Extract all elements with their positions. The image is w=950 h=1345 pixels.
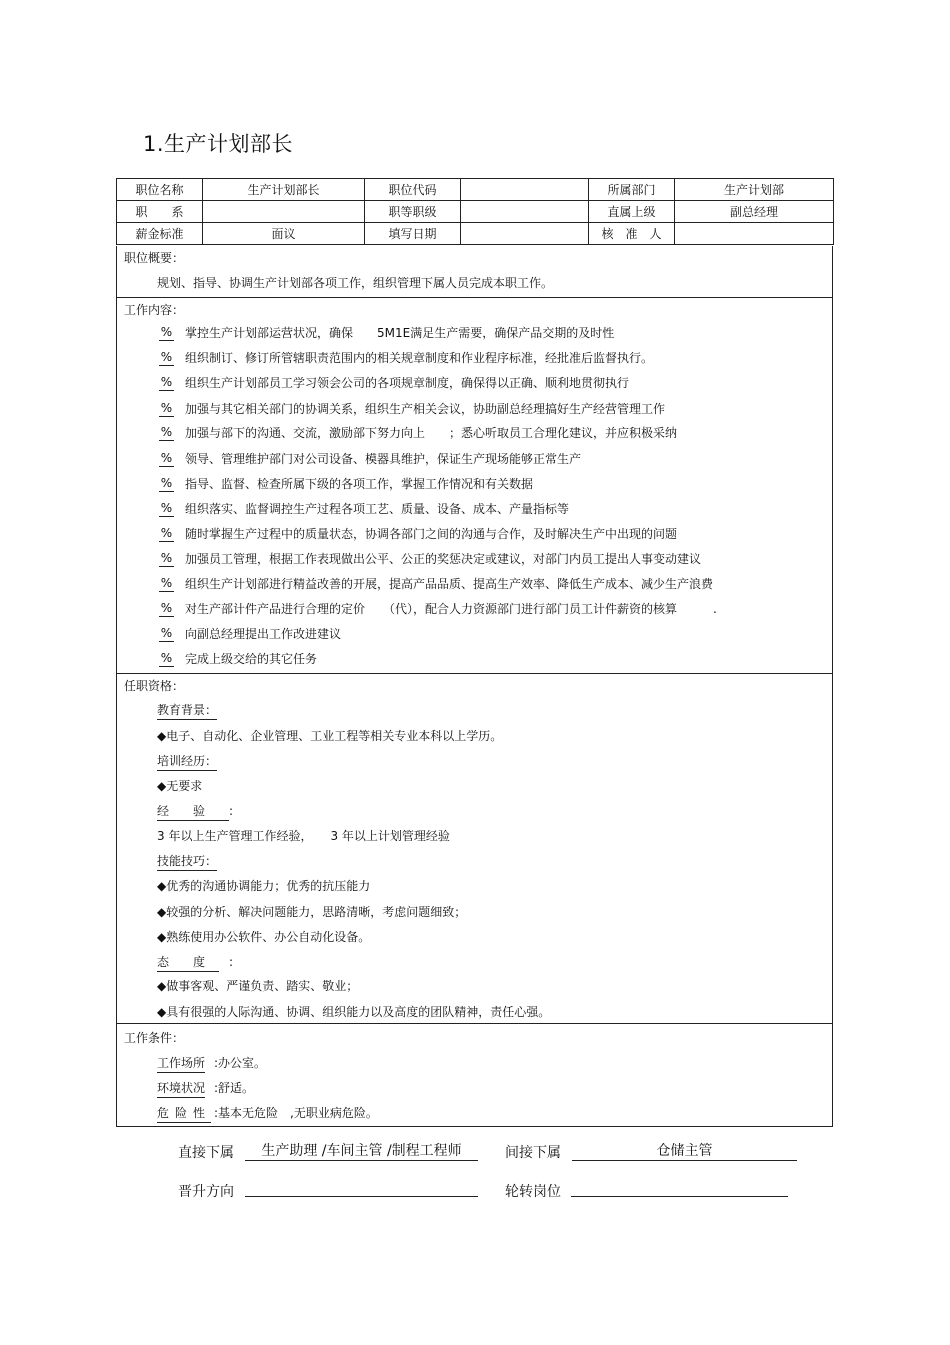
work-item: 随时掌握生产过程中的质量状态，协调各部门之间的沟通与合作，及时解决生产中出现的问题 [185,527,678,541]
environment-text: :舒适。 [214,1081,255,1095]
label-cell: 职 系 [117,201,203,223]
direct-subordinate-label: 直接下属 [178,1145,234,1161]
percent-blank: % [160,501,173,515]
percent-blank: % [160,425,173,439]
conditions-section [116,1023,833,1127]
education-text: ◆电子、自动化、企业管理、工业工程等相关专业本科以上学历。 [157,729,503,743]
risk-label: 危险性 [157,1104,211,1123]
overview-section [116,246,833,298]
percent-blank: % [160,551,173,565]
percent-blank: % [160,325,173,339]
label-cell: 职等职级 [365,201,461,223]
training-text: ◆无要求 [157,779,203,793]
skills-label: 技能技巧： [157,852,217,871]
overview-text: 规划、指导、协调生产计划部各项工作，组织管理下属人员完成本职工作。 [157,276,554,290]
percent-blank: % [160,375,173,389]
promotion-value [245,1178,478,1197]
work-item: 加强与其它相关部门的协调关系，组织生产相关会议，协助副总经理搞好生产经营管理工作 [185,402,666,416]
percent-blank: % [160,451,173,465]
qualifications-section [116,673,833,1024]
value-cell [461,179,589,201]
skills-item: ◆优秀的沟通协调能力；优秀的抗压能力 [157,879,371,893]
label-cell: 直属上级 [589,201,675,223]
place-text: :办公室。 [214,1056,267,1070]
value-cell: 副总经理 [675,201,834,223]
percent-blank: % [160,526,173,540]
job-info-table [116,178,834,245]
table-row [117,223,834,245]
direct-subordinate-value: 生产助理 /车间主管 /制程工程师 [245,1142,478,1161]
table-row [117,201,834,223]
work-label: 工作内容： [124,303,185,317]
work-item: 组织落实、监督调控生产过程各项工艺、质量、设备、成本、产量指标等 [185,502,570,516]
work-item: 组织制订、修订所管辖职责范围内的相关规章制度和作业程序标准，经批准后监督执行。 [185,351,654,365]
work-item: 掌控生产计划部运营状况，确保 5M1E满足生产需要，确保产品交期的及时性 [185,326,615,340]
environment-label: 环境状况 [157,1079,205,1098]
work-item: 加强员工管理，根据工作表现做出公平、公正的奖惩决定或建议，对部门内员工提出人事变动建议 [185,552,702,566]
percent-blank: % [160,401,173,415]
work-item: 对生产部计件产品进行合理的定价 （代），配合人力资源部门进行部门员工计件薪资的核算 . [185,602,717,616]
qualifications-label: 任职资格： [124,679,185,693]
label-cell: 核 准 人 [589,223,675,245]
label-cell: 所属部门 [589,179,675,201]
experience-text: 3 年以上生产管理工作经验， 3 年以上计划管理经验 [157,829,450,843]
table-row [117,179,834,201]
work-item: 指导、监督、检查所属下级的各项工作，掌握工作情况和有关数据 [185,477,534,491]
page-title: 1.生产计划部长 [143,132,294,156]
percent-blank: % [160,476,173,490]
conditions-label: 工作条件： [124,1031,185,1045]
label-cell: 职位名称 [117,179,203,201]
percent-blank: % [160,626,173,640]
work-section [116,297,833,674]
work-item: 完成上级交给的其它任务 [185,652,318,666]
percent-blank: % [160,350,173,364]
experience-label: 经验: [157,802,229,821]
attitude-label: 态度: [157,953,219,972]
place-label: 工作场所 [157,1054,205,1073]
label-cell: 职位代码 [365,179,461,201]
percent-blank: % [160,576,173,590]
value-cell: 生产计划部长 [203,179,365,201]
value-cell [461,201,589,223]
percent-blank: % [160,651,173,665]
attitude-item: ◆具有很强的人际沟通、协调、组织能力以及高度的团队精神，责任心强。 [157,1005,551,1019]
education-label: 教育背景： [157,701,217,720]
value-cell: 面议 [203,223,365,245]
value-cell: 生产计划部 [675,179,834,201]
value-cell [203,201,365,223]
indirect-subordinate-value: 仓储主管 [572,1142,797,1161]
work-item: 组织生产计划部员工学习领会公司的各项规章制度，确保得以正确、顺利地贯彻执行 [185,376,630,390]
value-cell [675,223,834,245]
work-item: 向副总经理提出工作改进建议 [185,627,342,641]
skills-item: ◆较强的分析、解决问题能力，思路清晰，考虑问题细致； [157,905,467,919]
indirect-subordinate-label: 间接下属 [505,1145,561,1161]
rotation-label: 轮转岗位 [505,1184,561,1200]
label-cell: 填写日期 [365,223,461,245]
percent-blank: % [160,601,173,615]
value-cell [461,223,589,245]
work-item: 加强与部下的沟通、交流，激励部下努力向上 ；悉心听取员工合理化建议，并应积极采纳 [185,426,678,440]
work-item: 组织生产计划部进行精益改善的开展，提高产品品质、提高生产效率、降低生产成本、减少生产浪费 [185,577,714,591]
label-cell: 薪金标准 [117,223,203,245]
promotion-label: 晋升方向 [178,1184,234,1200]
rotation-value [571,1178,788,1197]
risk-text: :基本无危险 ,无职业病危险。 [214,1106,378,1120]
training-label: 培训经历： [157,752,217,771]
work-item: 领导、管理维护部门对公司设备、模器具维护，保证生产现场能够正常生产 [185,452,582,466]
attitude-item: ◆做事客观、严谨负责、踏实、敬业； [157,979,359,993]
overview-label: 职位概要： [124,251,185,265]
skills-item: ◆熟练使用办公软件、办公自动化设备。 [157,930,371,944]
